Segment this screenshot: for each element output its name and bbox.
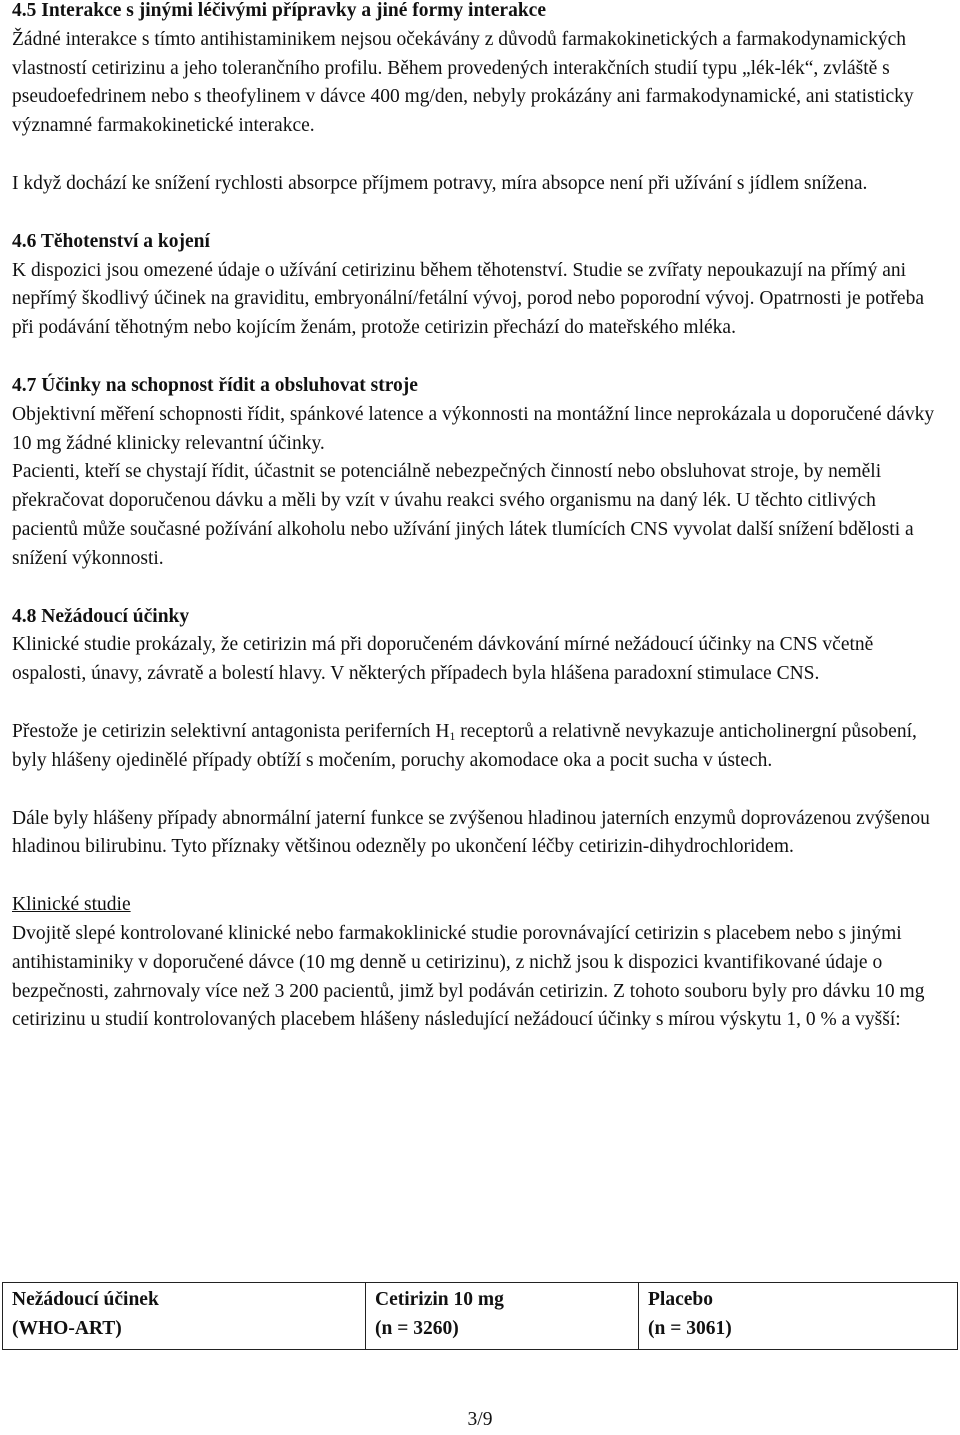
header-cetirizin: Cetirizin 10 mg (n = 3260) <box>366 1283 639 1350</box>
header-placebo: Placebo (n = 3061) <box>639 1283 958 1350</box>
section-4-7-paragraph-1: Objektivní měření schopnosti řídit, spánkové latence a výkonnosti na montážní lince neprokázala u doporučené dávky 10 mg žádné klinicky relevantní účinky. <box>12 403 935 454</box>
paragraph-2-part-b: receptorů a relativně nevykazuje anticholinergní působení, byly hlášeny ojedinělé případy obtíží s močením, poruchy akomodace oka a pocit sucha v ústech. <box>12 720 917 771</box>
clinical-studies-subheading: Klinické studie <box>12 894 131 916</box>
section-4-8-paragraph-1: Klinické studie prokázaly, že cetirizin má při doporučeném dávkování mírné nežádoucí účinky na CNS včetně ospalosti, únavy, závratě a bolestí hlavy. V některých případech byla hlášena paradoxní stimulace CNS. <box>12 634 874 685</box>
section-4-6-heading: 4.6 Těhotenství a kojení <box>12 230 210 252</box>
adverse-effects-table <box>2 1282 958 1350</box>
section-4-8-paragraph-2 <box>12 718 944 776</box>
page-number: 3/9 <box>467 1409 493 1430</box>
section-4-5-paragraph-1: Žádné interakce s tímto antihistaminikem nejsou očekávány z důvodů farmakokinetických a farmakodynamických vlastností cetirizinu a jeho tolerančního profilu. Během provedených interakčních studií typu „lék-lék“, zvláště s pseudoefedrinem nebo s theofylinem v dávce 400 mg/den, nebyly prokázány ani farmakodynamické, ani statisticky významné farmakokinetické interakce. <box>12 28 914 137</box>
h1-subscript: 1 <box>449 729 456 743</box>
section-4-5-heading: 4.5 Interakce s jinými léčivými přípravky a jiné formy interakce <box>12 0 546 21</box>
section-4-8-paragraph-3: Dále byly hlášeny případy abnormální jaterní funkce se zvýšenou hladinou jaterních enzymů doprovázenou zvýšenou hladinou bilirubinu. Tyto příznaky většinou odezněly po ukončení léčby cetirizin-dihydrochloridem. <box>12 807 930 858</box>
table-header-row <box>3 1283 958 1350</box>
section-4-7-heading: 4.7 Účinky na schopnost řídit a obsluhovat stroje <box>12 374 418 396</box>
document-body <box>12 0 944 1035</box>
section-4-6-paragraph-1: K dispozici jsou omezené údaje o užívání cetirizinu během těhotenství. Studie se zvířaty nepoukazují na přímý ani nepřímý škodlivý účinek na graviditu, embryonální/fetální vývoj, porod nebo poporodní vývoj. Opatrnosti je potřeba při podávání těhotným nebo kojícím ženám, protože cetirizin přechází do mateřského mléka. <box>12 259 924 339</box>
section-4-7-paragraph-2: Pacienti, kteří se chystají řídit, účastnit se potenciálně nebezpečných činností nebo obsluhovat stroje, by neměli překračovat doporučenou dávku a měli by vzít v úvahu reakci svého organismu na daný lék. U těchto citlivých pacientů může současné požívání alkoholu nebo užívání jiných látek tlumících CNS vyvolat další snížení bdělosti a snížení výkonnosti. <box>12 461 914 569</box>
clinical-studies-paragraph: Dvojitě slepé kontrolované klinické nebo farmakoklinické studie porovnávající cetirizin s placebem nebo s jinými antihistaminiky v doporučené dávce (10 mg denně u cetirizinu), z nichž jsou k dispozici kvantifikované údaje o bezpečnosti, zahrnovaly více než 3 200 pacientů, jimž byl podáván cetirizin. Z tohoto souboru byly pro dávku 10 mg cetirizinu u studií kontrolovaných placebem hlášeny následující nežádoucí účinky s mírou výskytu 1, 0 % a vyšší: <box>12 922 925 1031</box>
section-4-8-heading: 4.8 Nežádoucí účinky <box>12 605 190 627</box>
section-4-5-paragraph-2: I když dochází ke snížení rychlosti absorpce příjmem potravy, míra absopce není při užívání s jídlem snížena. <box>12 172 868 194</box>
paragraph-2-part-a: Přestože je cetirizin selektivní antagonista periferních H <box>12 720 450 742</box>
header-adverse-effect: Nežádoucí účinek (WHO-ART) <box>3 1283 366 1350</box>
